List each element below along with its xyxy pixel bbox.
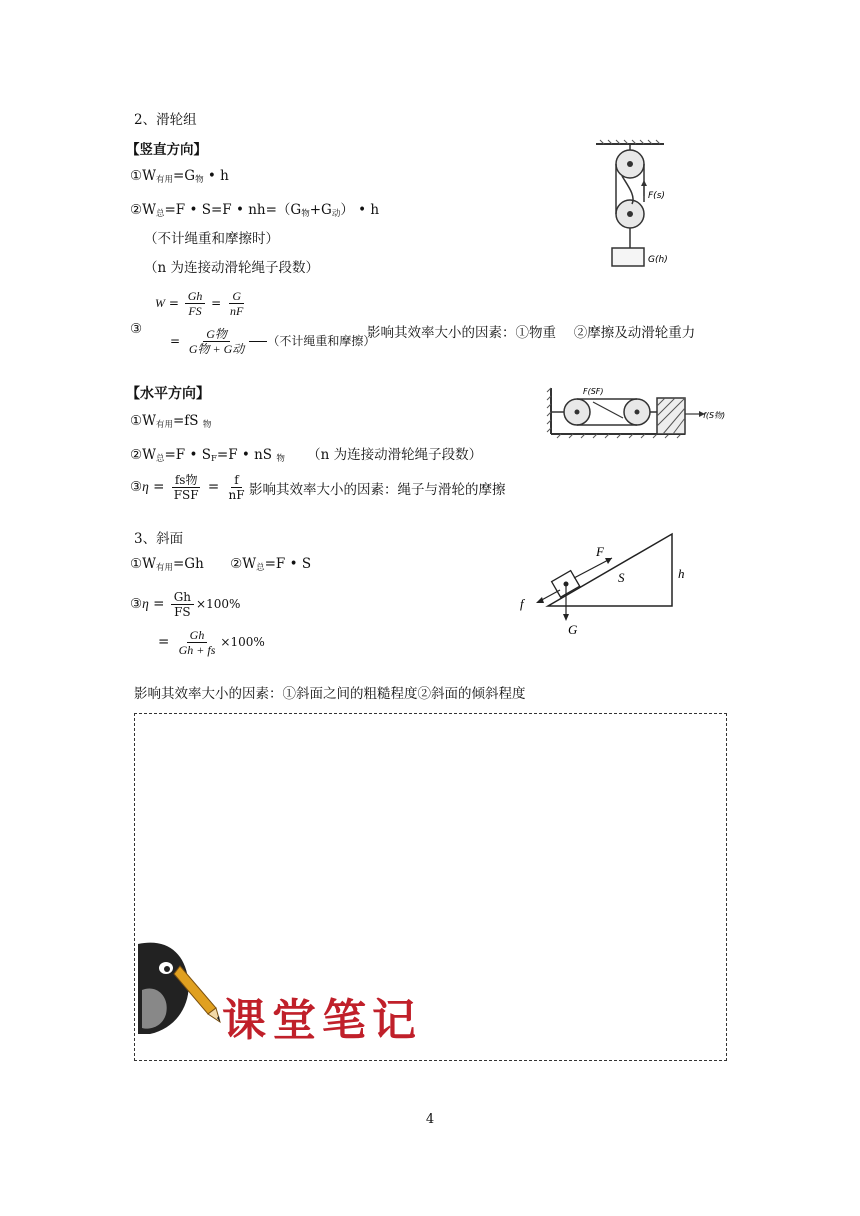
pulley-eff-factors: 影响其效率大小的因素：①物重 ②摩擦及动滑轮重力 (367, 325, 696, 341)
pulley-useful-work: $①W_{有用}=G_物$ • h (130, 168, 229, 185)
vertical-pulley-force-label: F(s) (648, 191, 665, 201)
vertical-pulley-diagram (592, 138, 692, 270)
incline-diagram (512, 528, 702, 640)
incline-efficiency-line1: ③η = $\frac{Gh}{FS}$ ×100% (130, 590, 241, 619)
incline-work: $①W_{有用}=Gh$ $②W_总=F$ • S (130, 556, 312, 573)
vertical-pulley-weight-label: G(h) (648, 255, 668, 265)
pulley-eff-formula-line1: W = $\frac{Gh}{FS}$ = $\frac{G}{nF}$ (155, 289, 244, 318)
incline-height-label: h (678, 566, 685, 581)
section-title-incline: 3、斜面 (134, 531, 184, 547)
pulley-note-2: （n 为连接动滑轮绳子段数） (144, 260, 319, 276)
pulley-note-1: （不计绳重和摩擦时） (144, 231, 279, 247)
pulley-eff-formula-line2: = $\frac{\text{G物}}{\text{G物 + G动}}$ （不计绳重和摩擦） (170, 327, 376, 356)
incline-factors: 影响其效率大小的因素：①斜面之间的粗糙程度②斜面的倾斜程度 (134, 686, 526, 702)
incline-distance-label: S (618, 570, 625, 585)
class-notes-logo: 课堂笔记 (222, 995, 422, 1046)
pulley-total-work: $②W_总=F$ • S=F • $nh=(G_物+G_动)$ • h (130, 202, 380, 219)
incline-friction-label: f (520, 596, 524, 611)
horizontal-pulley-diagram (545, 376, 735, 440)
horizontal-force-label: F(SF) (583, 387, 604, 396)
incline-gravity-label: G (568, 622, 578, 637)
page-number: 4 (425, 1112, 435, 1127)
penguin-pencil-icon (136, 938, 226, 1038)
horizontal-factors: 影响其效率大小的因素：绳子与滑轮的摩擦 (249, 482, 506, 498)
horizontal-heading: 【水平方向】 (126, 386, 210, 402)
incline-force-label: F (596, 544, 604, 559)
horizontal-efficiency: ③η = $\frac{\text{fs物}}{\text{FSF}}$ = $\frac{f}{nF}$ (130, 473, 245, 502)
pulley-eff-marker: ③ (130, 321, 143, 337)
horizontal-useful-work: $①W_{有用}=fS$ $_物$ (130, 413, 212, 430)
vertical-heading: 【竖直方向】 (126, 142, 207, 158)
incline-efficiency-line2: = $\frac{Gh}{Gh + fs}$ ×100% (158, 628, 265, 657)
horizontal-total-work: $②W_总=F$ • $S_F=F$ • nS $_物$ （n 为连接动滑轮绳子段数） (130, 447, 483, 464)
horizontal-friction-label: f(S物) (703, 411, 726, 420)
section-title-pulley: 2、滑轮组 (134, 112, 197, 128)
